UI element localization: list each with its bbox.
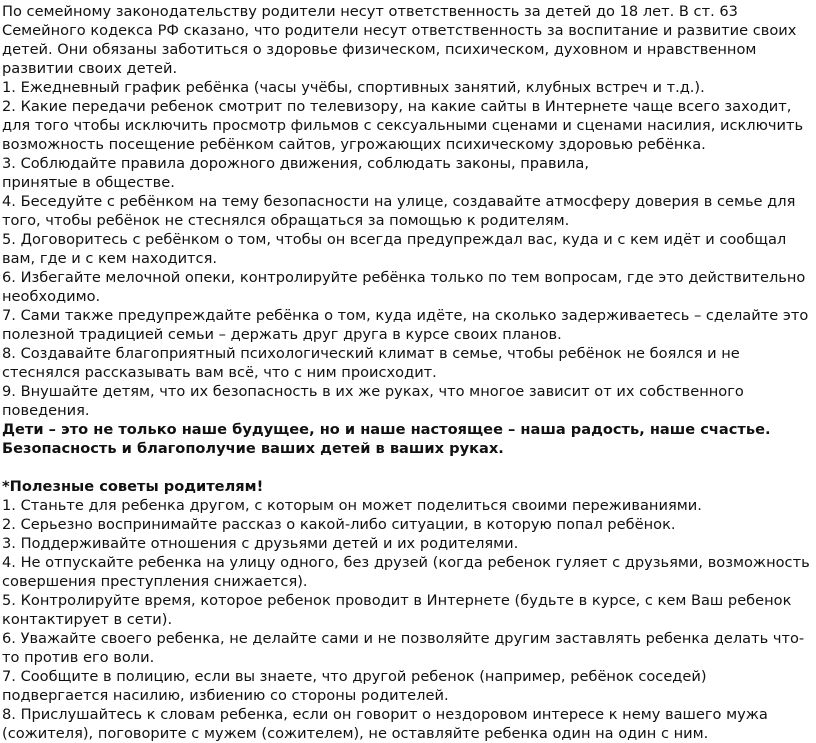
rule-item: 8. Создавайте благоприятный психологический климат в семье, чтобы ребёнок не боялся и не стеснялся рассказывать вам всё, что с ним происходит. (2, 345, 740, 381)
rule-item: 2. Какие передачи ребенок смотрит по телевизору, на какие сайты в Интернете чаще всего заходит, для того чтобы исключить просмотр фильмов с сексуальными сценами и сценами насилия, исключить возможность посещение ребёнком сайтов, угрожающих психическому здоровью ребёнка. (2, 98, 804, 153)
rule-item: 9. Внушайте детям, что их безопасность в их же руках, что многое зависит от их собственного поведения. (2, 383, 744, 419)
rule-item: 4. Беседуйте с ребёнком на тему безопасности на улице, создавайте атмосферу доверия в семье для того, чтобы ребёнок не стеснялся обращаться за помощью к родителям. (2, 193, 796, 229)
tip-item: 7. Сообщите в полицию, если вы знаете, что другой ребенок (например, ребёнок соседей) подвергается насилию, избиению со стороны родителей. (2, 668, 707, 704)
parent-responsibility-section (2, 2, 812, 458)
rule-item: 3. Соблюдайте правила дорожного движения, соблюдать законы, правила, (2, 155, 589, 172)
blank-line (2, 458, 812, 477)
tips-heading: *Полезные советы родителям! (2, 478, 264, 495)
rule-item: 5. Договоритесь с ребёнком о том, чтобы он всегда предупреждал вас, куда и с кем идёт и сообщал вам, где и с кем находится. (2, 231, 787, 267)
tip-item: 5. Контролируйте время, которое ребенок проводит в Интернете (будьте в курсе, с кем Ваш ребенок контактирует в сети). (2, 592, 792, 628)
tips-section (2, 477, 812, 743)
tip-item: 4. Не отпускайте ребенка на улицу одного, без друзей (когда ребенок гуляет с друзьями, возможность совершения преступления снижается). (2, 554, 810, 590)
rule-item: 7. Сами также предупреждайте ребёнка о том, куда идёте, на сколько задерживаетесь – сделайте это полезной традицией семьи – держать друг друга в курсе своих планов. (2, 307, 809, 343)
conclusion-text: Дети – это не только наше будущее, но и наше настоящее – наша радость, наше счастье. Безопасность и благополучие ваших детей в ваших руках. (2, 421, 771, 457)
rule-item: 6. Избегайте мелочной опеки, контролируйте ребёнка только по тем вопросам, где это действительно необходимо. (2, 269, 806, 305)
rule-item-continuation: принятые в обществе. (2, 174, 175, 191)
tip-item: 8. Прислушайтесь к словам ребенка, если он говорит о нездоровом интересе к нему вашего мужа (сожителя), поговорите с мужем (сожителем), не оставляйте ребенка один на один с ним. (2, 706, 768, 742)
rule-item: 1. Ежедневный график ребёнка (часы учёбы, спортивных занятий, клубных встреч и т.д.). (2, 79, 705, 96)
tip-item: 3. Поддерживайте отношения с друзьями детей и их родителями. (2, 535, 519, 552)
tip-item: 2. Серьезно воспринимайте рассказ о какой-либо ситуации, в которую попал ребёнок. (2, 516, 676, 533)
intro-paragraph: По семейному законодательству родители несут ответственность за детей до 18 лет. В ст. 63 Семейного кодекса РФ сказано, что родители несут ответственность за воспитание и развитие своих детей. Они обязаны заботиться о здоровье физическом, психическом, духовном и нравственном развитии своих детей. (2, 3, 797, 77)
tip-item: 6. Уважайте своего ребенка, не делайте сами и не позволяйте другим заставлять ребенка делать что-то против его воли. (2, 630, 805, 666)
tip-item: 1. Станьте для ребенка другом, с которым он может поделиться своими переживаниями. (2, 497, 702, 514)
